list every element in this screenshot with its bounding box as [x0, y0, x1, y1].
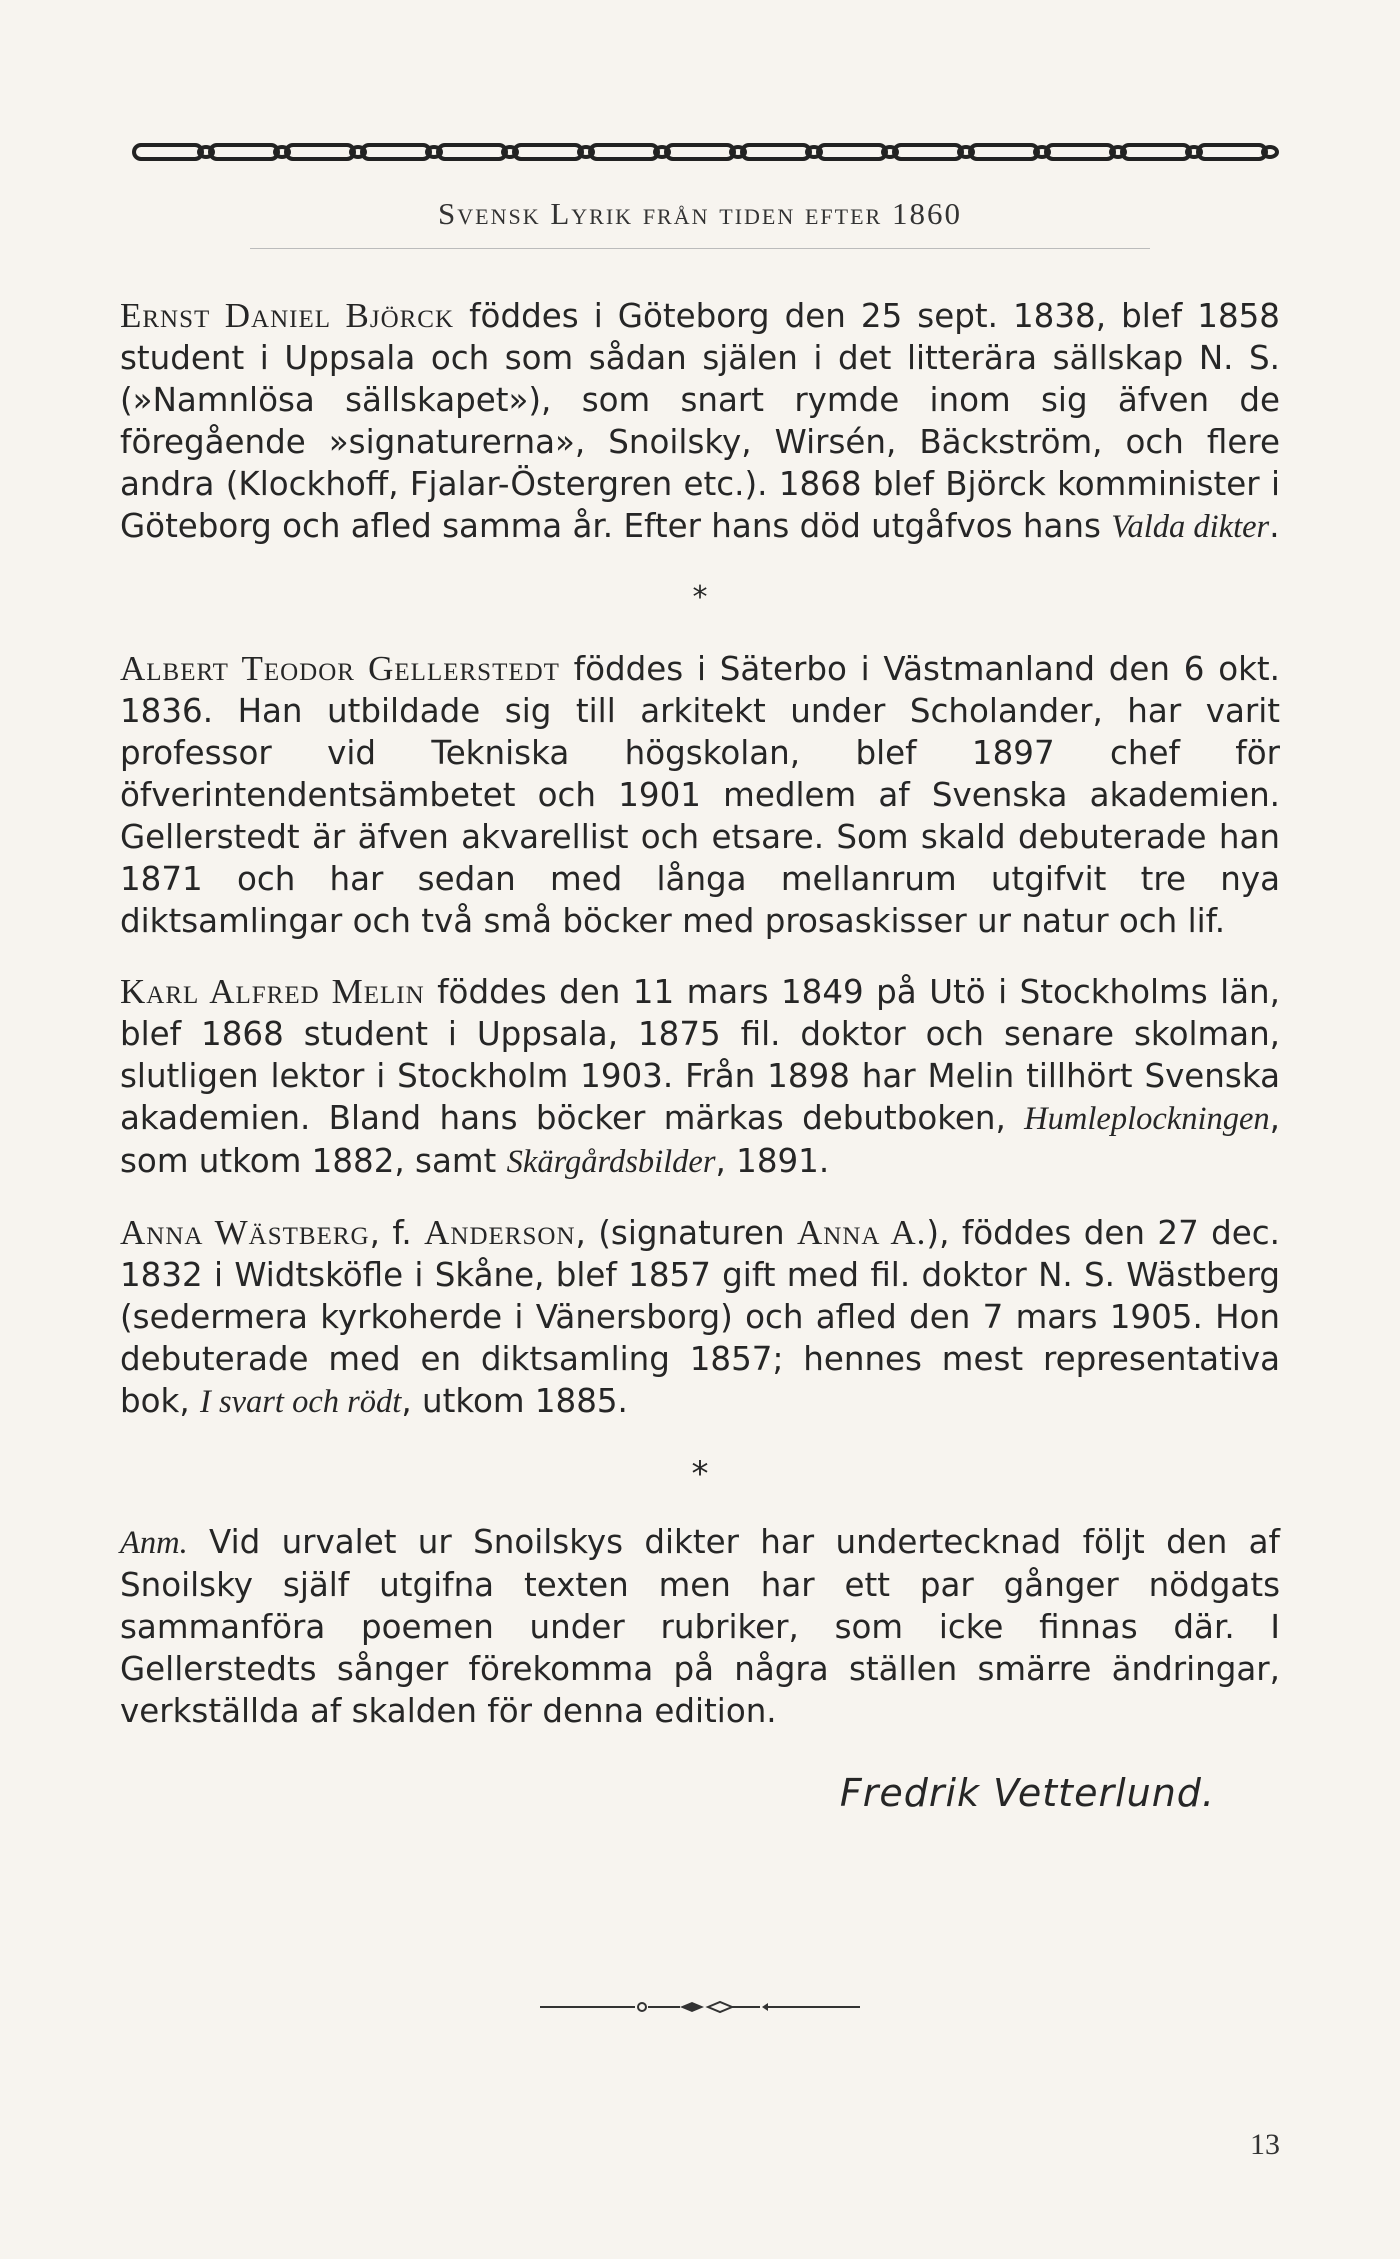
paragraph-melin: Karl Alfred Melin föddes den 11 mars 1849 på Utö i Stockholms län, blef 1868 student i Uppsala, 1875 fil. doktor och senare skolman, slutligen lektor i Stockholm 1903. Från 1898 har Melin tillhört Svenska akademien. Bland hans böcker märkas debutboken, Humleplockningen, som utkom 1882, samt Skärgårdsbilder, 1891. — [120, 972, 1280, 1180]
paragraph-gellerstedt: Albert Teodor Gellerstedt föddes i Säterbo i Västmanland den 6 okt. 1836. Han utbildade sig till arkitekt under Scholander, har varit professor vid Tekniska högskolan, blef 1897 chef för öfverintendentsämbetet och 1901 medlem af Svenska akademien. Gellerstedt är äfven akvarellist och etsare. Som skald debuterade han 1871 och har sedan med långa mellanrum utgifvit tre nya diktsamlingar och två små böcker med prosaskisser ur natur och lif. — [120, 649, 1280, 940]
work-title: Humleplockningen — [1024, 1101, 1270, 1137]
editor-note: Anm. Vid urvalet ur Snoilskys dikter har undertecknad följt den af Snoilsky själf utgifna texten men har ett par gånger nödgats sammanföra poemen under rubriker, som icke finnas där. I Gellerstedts sånger förekomma på några ställen smärre ändringar, verkställda af skalden för denna edition. — [120, 1523, 1280, 1730]
chain-link — [590, 145, 658, 159]
tailpiece-ornament — [540, 2000, 860, 2014]
person-name: Albert Teodor Gellerstedt — [120, 649, 560, 688]
running-head — [0, 196, 1400, 232]
chain-link — [286, 145, 354, 159]
page-number: 13 — [1250, 2128, 1280, 2161]
chain-link — [1198, 145, 1266, 159]
header-rule — [250, 248, 1150, 249]
chain-link — [362, 145, 430, 159]
chain-link — [666, 145, 734, 159]
header-chain-ornament — [130, 140, 1280, 164]
chain-link — [438, 145, 506, 159]
chain-link — [210, 145, 278, 159]
person-name: Anderson — [424, 1213, 576, 1252]
chain-link — [742, 145, 810, 159]
section-separator: * — [692, 580, 708, 615]
paragraph-bjorck: Ernst Daniel Björck föddes i Göteborg den 25 sept. 1838, blef 1858 student i Uppsala och som sådan själen i det litterära sällskap N. S. (»Namnlösa sällskapet»), som snart rymde inom sig äfven de föregående »signaturerna», Snoilsky, Wirsén, Bäckström, och flere andra (Klockhoff, Fjalar-Östergren etc.). 1868 blef Björck komminister i Göteborg och afled samma år. Efter hans död utgåfvos hans Valda dikter. — [120, 296, 1280, 545]
chain-link — [1122, 145, 1190, 159]
chain-link — [134, 145, 202, 159]
chain-link — [1046, 145, 1114, 159]
chain-link — [514, 145, 582, 159]
person-name: Anna Wästberg — [120, 1213, 370, 1252]
page-body — [120, 295, 1280, 1814]
work-title: Valda dikter — [1111, 509, 1270, 545]
chain-link — [818, 145, 886, 159]
work-title: I svart och rödt — [200, 1384, 402, 1420]
running-head-text: Svensk Lyrik från tiden efter 1860 — [438, 196, 962, 231]
paragraph-wastberg: Anna Wästberg, f. Anderson, (signaturen Anna A.), föddes den 27 dec. 1832 i Widtsköfle i Skåne, blef 1857 gift med fil. doktor N. S. Wästberg (sedermera kyrkoherde i Vänersborg) och afled den 7 mars 1905. Hon debuterade med en diktsamling 1857; hennes mest representativa bok, I svart och rödt, utkom 1885. — [120, 1213, 1280, 1420]
chain-link — [894, 145, 962, 159]
person-name: Ernst Daniel Björck — [120, 296, 455, 335]
editor-signature: Fredrik Vetterlund. — [839, 1771, 1215, 1815]
section-separator: * — [691, 1454, 709, 1494]
work-title: Skärgårdsbilder — [506, 1144, 716, 1180]
person-name: Karl Alfred Melin — [120, 972, 425, 1011]
chain-link — [970, 145, 1038, 159]
note-label: Anm. — [120, 1525, 188, 1561]
person-name: Anna A. — [797, 1213, 927, 1252]
